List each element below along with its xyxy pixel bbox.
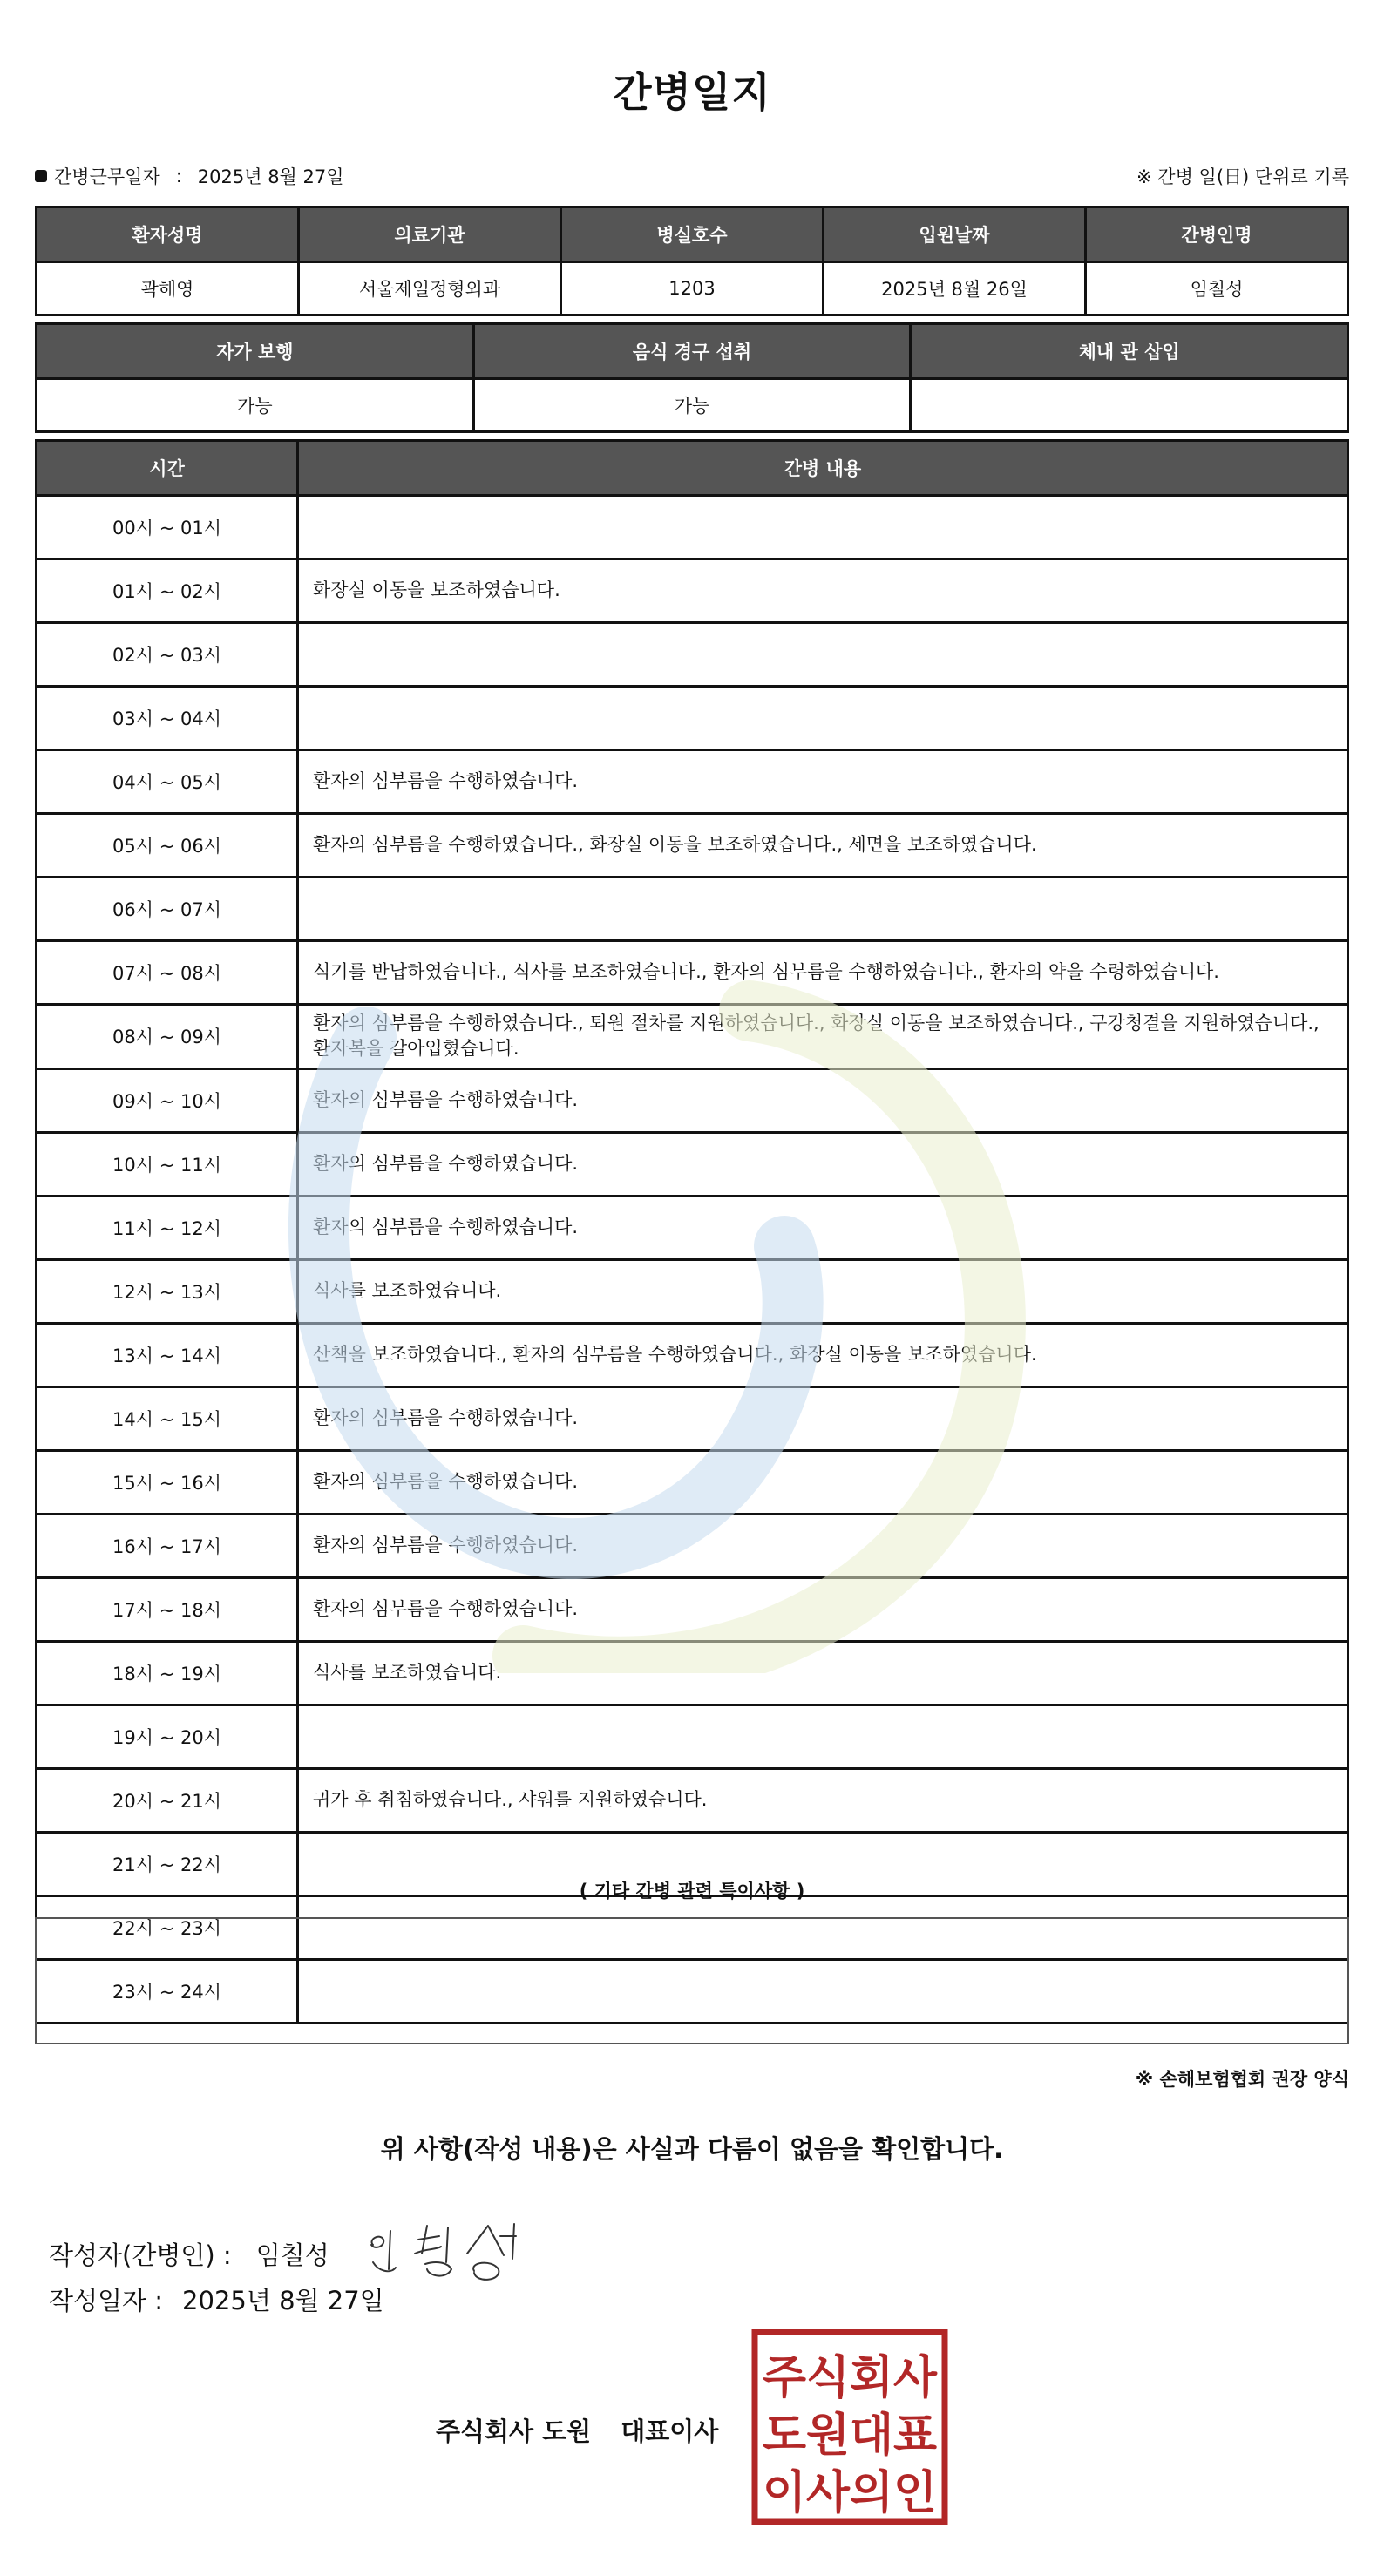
care-log-content: 환자의 심부름을 수행하였습니다. [298, 1450, 1348, 1514]
work-date-label: 간병근무일자 [54, 166, 160, 187]
oral-intake-value: 가능 [473, 379, 911, 432]
header-care-content: 간병 내용 [298, 441, 1348, 496]
writer-name: 임칠성 [255, 2240, 329, 2270]
header-room: 병실호수 [561, 207, 824, 262]
special-notes-box [35, 1917, 1349, 2044]
header-self-walking: 자가 보행 [37, 324, 474, 379]
patient-status-table [35, 322, 1349, 433]
care-log-time: 18시 ~ 19시 [37, 1641, 298, 1705]
care-log-content: 화장실 이동을 보조하였습니다. [298, 559, 1348, 623]
care-log-content: 환자의 심부름을 수행하였습니다. [298, 1577, 1348, 1641]
header-oral-intake: 음식 경구 섭취 [473, 324, 911, 379]
admission-date: 2025년 8월 26일 [824, 262, 1086, 315]
care-log-time: 15시 ~ 16시 [37, 1450, 298, 1514]
care-log-row [37, 687, 1348, 750]
care-log-content: 환자의 심부름을 수행하였습니다., 화장실 이동을 보조하였습니다., 세면을 보조하였습니다. [298, 814, 1348, 878]
caregiver-name: 임칠성 [1086, 262, 1348, 315]
work-date-value: 2025년 8월 27일 [197, 166, 344, 187]
care-log-content: 환자의 심부름을 수행하였습니다. [298, 1196, 1348, 1259]
care-log-time: 11시 ~ 12시 [37, 1196, 298, 1259]
seal-line-3: 이사의인 [763, 2467, 937, 2519]
notes-caption: ( 기타 간병 관련 특이사항 ) [579, 1881, 805, 1901]
care-log-time: 03시 ~ 04시 [37, 687, 298, 750]
company-name: 주식회사 도원 [436, 2417, 592, 2446]
header-hospital: 의료기관 [299, 207, 561, 262]
writer-label: 작성자(간병인) : [49, 2240, 232, 2270]
care-log-time: 02시 ~ 03시 [37, 623, 298, 687]
care-log-content: 귀가 후 취침하였습니다., 샤워를 지원하였습니다. [298, 1768, 1348, 1832]
form-source-note: ※ 손해보험협회 권장 양식 [1135, 2069, 1349, 2090]
meta-row [35, 162, 1349, 190]
care-log-content [298, 496, 1348, 559]
watermark-logo [261, 906, 1116, 1673]
company-line [436, 2412, 718, 2448]
seal-line-1: 주식회사 [763, 2352, 938, 2404]
company-seal-stamp [751, 2329, 948, 2525]
care-log-content: 환자의 심부름을 수행하였습니다. [298, 1068, 1348, 1132]
care-log-time: 20시 ~ 21시 [37, 1768, 298, 1832]
care-log-time: 04시 ~ 05시 [37, 750, 298, 814]
care-log-row [37, 814, 1348, 878]
page-title: 간병일지 [613, 69, 771, 116]
watermark-blue-arc [319, 1037, 793, 1549]
hospital-name: 서울제일정형외과 [299, 262, 561, 315]
patient-name: 곽해영 [37, 262, 299, 315]
care-log-content: 환자의 심부름을 수행하였습니다. [298, 750, 1348, 814]
care-log-row [37, 496, 1348, 559]
care-log-content: 환자의 심부름을 수행하였습니다. [298, 1132, 1348, 1196]
header-caregiver-name: 간병인명 [1086, 207, 1348, 262]
care-log-time: 01시 ~ 02시 [37, 559, 298, 623]
care-log-time: 10시 ~ 11시 [37, 1132, 298, 1196]
care-log-row [37, 559, 1348, 623]
care-log-content: 환자의 심부름을 수행하였습니다. [298, 1386, 1348, 1450]
care-log-content [298, 623, 1348, 687]
confirmation-statement: 위 사항(작성 내용)은 사실과 다름이 없음을 확인합니다. [380, 2134, 1004, 2164]
handwritten-signature [361, 2219, 526, 2288]
care-log-time: 08시 ~ 09시 [37, 1005, 298, 1069]
tube-insertion-value [911, 379, 1348, 432]
care-log-content: 환자의 심부름을 수행하였습니다. [298, 1514, 1348, 1577]
care-log-time: 21시 ~ 22시 [37, 1832, 298, 1895]
seal-line-2: 도원대표 [763, 2410, 937, 2462]
care-log-time: 05시 ~ 06시 [37, 814, 298, 878]
written-date-line [49, 2281, 384, 2317]
care-log-row [37, 623, 1348, 687]
room-number: 1203 [561, 262, 824, 315]
care-log-content [298, 1705, 1348, 1768]
work-date-separator: : [175, 166, 182, 186]
care-log-time: 16시 ~ 17시 [37, 1514, 298, 1577]
care-log-time: 19시 ~ 20시 [37, 1705, 298, 1768]
care-log-time: 00시 ~ 01시 [37, 496, 298, 559]
care-log-content [298, 687, 1348, 750]
care-log-time: 17시 ~ 18시 [37, 1577, 298, 1641]
care-log-row [37, 1705, 1348, 1768]
unit-note: ※ 간병 일(日) 단위로 기록 [1136, 166, 1349, 187]
care-log-content: 식사를 보조하였습니다. [298, 1259, 1348, 1323]
company-representative: 대표이사 [621, 2417, 719, 2446]
care-log-content: 산책을 보조하였습니다., 환자의 심부름을 수행하였습니다., 화장실 이동을 보조하였습니다. [298, 1323, 1348, 1386]
square-bullet-icon [35, 170, 47, 182]
header-tube-insertion: 체내 관 삽입 [911, 324, 1348, 379]
self-walking-value: 가능 [37, 379, 474, 432]
care-log-time: 09시 ~ 10시 [37, 1068, 298, 1132]
care-log-content: 식사를 보조하였습니다. [298, 1641, 1348, 1705]
patient-info-table [35, 206, 1349, 316]
care-log-time: 22시 ~ 23시 [37, 1895, 298, 1959]
writer-line [49, 2219, 526, 2288]
header-admission-date: 입원날짜 [824, 207, 1086, 262]
care-log-time: 14시 ~ 15시 [37, 1386, 298, 1450]
written-date-value: 2025년 8월 27일 [182, 2286, 384, 2315]
care-log-content: 식기를 반납하였습니다., 식사를 보조하였습니다., 환자의 심부름을 수행하였습니다., 환자의 약을 수령하였습니다. [298, 941, 1348, 1005]
written-date-label: 작성일자 : [49, 2286, 164, 2315]
work-date [35, 163, 344, 189]
care-log-row [37, 1768, 1348, 1832]
care-log-time: 13시 ~ 14시 [37, 1323, 298, 1386]
care-log-content: 환자의 심부름을 수행하였습니다., 퇴원 절차를 지원하였습니다., 화장실 이동을 보조하였습니다., 구강청결을 지원하였습니다., 환자복을 갈아입혔습니다. [298, 1005, 1348, 1069]
care-log-time: 06시 ~ 07시 [37, 878, 298, 941]
header-patient-name: 환자성명 [37, 207, 299, 262]
care-log-row [37, 750, 1348, 814]
care-log-time: 23시 ~ 24시 [37, 1959, 298, 2023]
care-log-time: 12시 ~ 13시 [37, 1259, 298, 1323]
care-log-time: 07시 ~ 08시 [37, 941, 298, 1005]
header-time: 시간 [37, 441, 298, 496]
